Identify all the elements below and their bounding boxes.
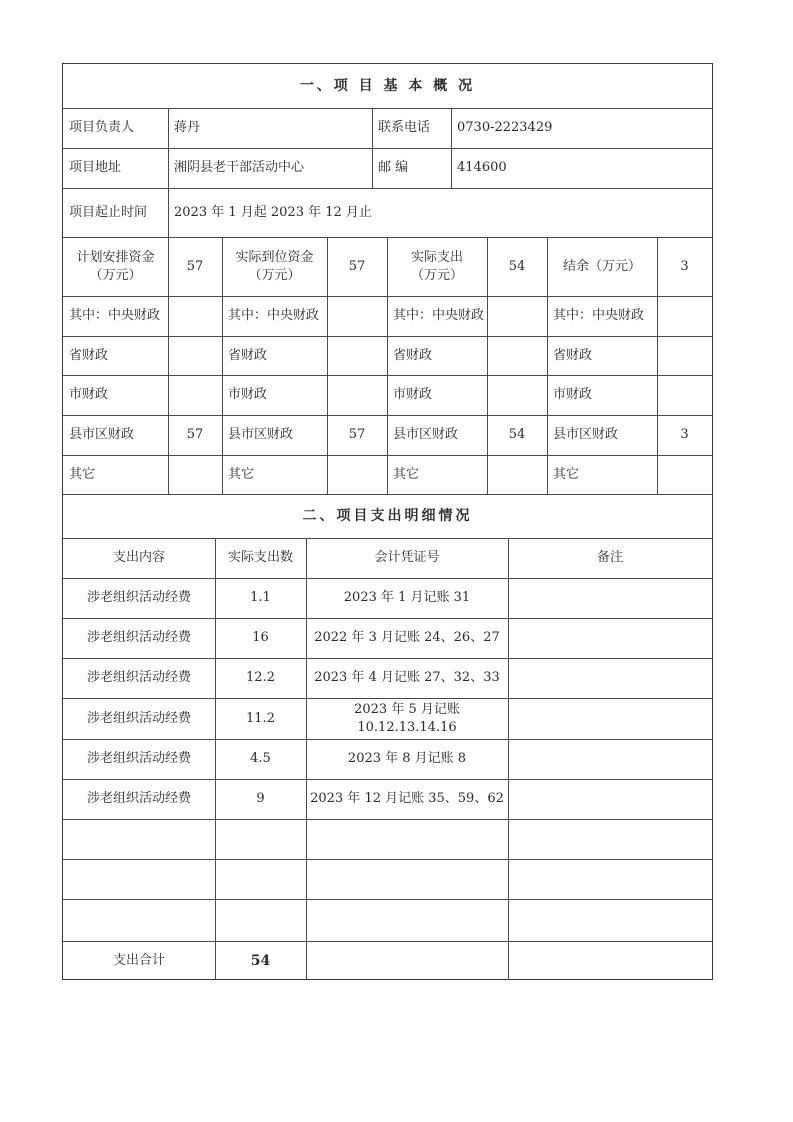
detail-content-cell [63, 859, 215, 899]
total-value: 54 [250, 952, 271, 969]
fund-header-2-line2: （万元） [410, 267, 463, 283]
fund-row-label: 省财政 [553, 347, 593, 363]
detail-note-cell [508, 658, 712, 698]
phone-value: 0730-2223429 [457, 120, 553, 135]
postcode-value: 414600 [457, 160, 507, 175]
section-title-detail: 二、项目支出明细情况 [302, 508, 473, 524]
fund-row-value: 3 [680, 427, 689, 442]
fund-header-value-3: 3 [680, 258, 689, 274]
phone-label: 联系电话 [378, 120, 431, 135]
fund-header-value-2: 54 [508, 258, 526, 274]
fund-row-value: 57 [348, 427, 366, 442]
fund-row-value [327, 296, 387, 336]
fund-header-0-line1: 计划安排资金 [76, 249, 155, 265]
fund-row-value [168, 296, 222, 336]
fund-row-value: 57 [186, 427, 204, 442]
fund-header-1 [222, 237, 327, 296]
fund-row-value [487, 336, 547, 375]
fund-row-label: 县市区财政 [228, 427, 294, 442]
fund-header-0-line2: （万元） [89, 267, 142, 283]
fund-row-label: 其中：中央财政 [69, 308, 161, 323]
address-value: 湘阴县老干部活动中心 [174, 160, 305, 175]
fund-row-label: 其它 [553, 466, 580, 482]
detail-content-cell: 涉老组织活动经费 [86, 590, 191, 605]
owner-value: 蒋丹 [174, 120, 201, 135]
fund-row-label: 县市区财政 [393, 427, 459, 442]
detail-note-cell [508, 859, 712, 899]
fund-header-value-1: 57 [348, 258, 366, 274]
fund-row-label: 省财政 [393, 347, 433, 363]
fund-row-label: 市财政 [69, 387, 109, 402]
detail-amount-cell: 4.5 [250, 751, 271, 766]
detail-amount-cell: 12.2 [246, 670, 275, 685]
fund-header-0 [63, 237, 168, 296]
detail-column-header: 会计凭证号 [374, 550, 440, 565]
fund-header-1-line1: 实际到位资金 [235, 249, 314, 265]
fund-row-label: 其它 [228, 466, 255, 482]
detail-voucher-cell: 2023 年 8 月记账 8 [347, 751, 467, 766]
detail-content-cell: 涉老组织活动经费 [86, 710, 191, 726]
fund-row-label: 其它 [393, 466, 420, 482]
postcode-label: 邮 编 [378, 160, 409, 175]
detail-voucher-cell: 2022 年 3 月记账 24、26、27 [314, 630, 500, 645]
detail-note-cell [508, 779, 712, 819]
detail-voucher-cell: 2023 年 12 月记账 35、59、62 [310, 791, 504, 806]
detail-note-cell [508, 819, 712, 859]
fund-row-value [657, 336, 712, 375]
fund-header-1-line2: （万元） [248, 267, 301, 283]
detail-voucher-cell [306, 859, 508, 899]
detail-voucher-cell [306, 819, 508, 859]
detail-note-cell [508, 899, 712, 941]
detail-amount-cell [215, 899, 306, 941]
detail-content-cell: 涉老组织活动经费 [86, 670, 191, 685]
fund-row-value [487, 375, 547, 415]
detail-note-cell [508, 618, 712, 658]
total-label: 支出合计 [112, 952, 165, 968]
detail-content-cell: 涉老组织活动经费 [86, 791, 191, 806]
detail-column-header: 支出内容 [112, 550, 165, 565]
detail-note-cell [508, 739, 712, 779]
fund-row-value [657, 296, 712, 336]
fund-row-value [327, 455, 387, 494]
fund-row-label: 其中：中央财政 [393, 308, 485, 323]
detail-voucher-cell: 2023 年 4 月记账 27、32、33 [314, 670, 500, 685]
detail-amount-cell: 16 [252, 630, 269, 645]
detail-content-cell [63, 899, 215, 941]
detail-amount-cell: 1.1 [250, 590, 271, 605]
total-note-cell [508, 941, 712, 980]
fund-header-3: 结余（万元） [562, 258, 641, 274]
detail-column-header: 实际支出数 [227, 550, 293, 565]
fund-row-value [168, 336, 222, 375]
fund-row-value [168, 375, 222, 415]
detail-voucher-cell [306, 899, 508, 941]
fund-row-label: 省财政 [228, 347, 268, 363]
fund-row-value [657, 455, 712, 494]
fund-row-value [487, 296, 547, 336]
detail-voucher-cell: 2023 年 1 月记账 31 [343, 590, 471, 605]
fund-row-value [327, 375, 387, 415]
period-label: 项目起止时间 [69, 204, 148, 220]
fund-row-label: 市财政 [553, 387, 593, 402]
fund-row-label: 市财政 [228, 387, 268, 402]
fund-row-label: 其它 [69, 466, 96, 482]
total-voucher-cell [306, 941, 508, 980]
fund-row-label: 县市区财政 [69, 427, 135, 442]
section-title-basic: 一、项 目 基 本 概 况 [299, 78, 476, 94]
fund-row-value [168, 455, 222, 494]
fund-row-value [327, 336, 387, 375]
detail-note-cell [508, 698, 712, 739]
detail-amount-cell [215, 859, 306, 899]
fund-row-value [487, 455, 547, 494]
detail-column-header: 备注 [596, 550, 623, 565]
detail-amount-cell: 11.2 [246, 710, 275, 726]
fund-row-value [657, 375, 712, 415]
fund-row-label: 市财政 [393, 387, 433, 402]
fund-header-2 [387, 237, 487, 296]
detail-content-cell: 涉老组织活动经费 [86, 630, 191, 645]
period-value: 2023 年 1 月起 2023 年 12 月止 [174, 204, 372, 220]
fund-row-label: 其中：中央财政 [228, 308, 320, 323]
detail-content-cell [63, 819, 215, 859]
fund-header-2-line1: 实际支出 [410, 249, 463, 265]
fund-header-value-0: 57 [186, 258, 204, 274]
detail-voucher-cell: 2023 年 5 月记账 10.12.13.14.16 [354, 701, 460, 735]
address-label: 项目地址 [69, 160, 122, 175]
fund-row-label: 县市区财政 [553, 427, 619, 442]
detail-amount-cell [215, 819, 306, 859]
detail-amount-cell: 9 [256, 791, 265, 806]
detail-content-cell: 涉老组织活动经费 [86, 751, 191, 766]
detail-note-cell [508, 578, 712, 618]
fund-row-value: 54 [508, 427, 526, 442]
owner-label: 项目负责人 [69, 120, 135, 135]
fund-row-label: 省财政 [69, 347, 109, 363]
fund-row-label: 其中：中央财政 [553, 308, 645, 323]
